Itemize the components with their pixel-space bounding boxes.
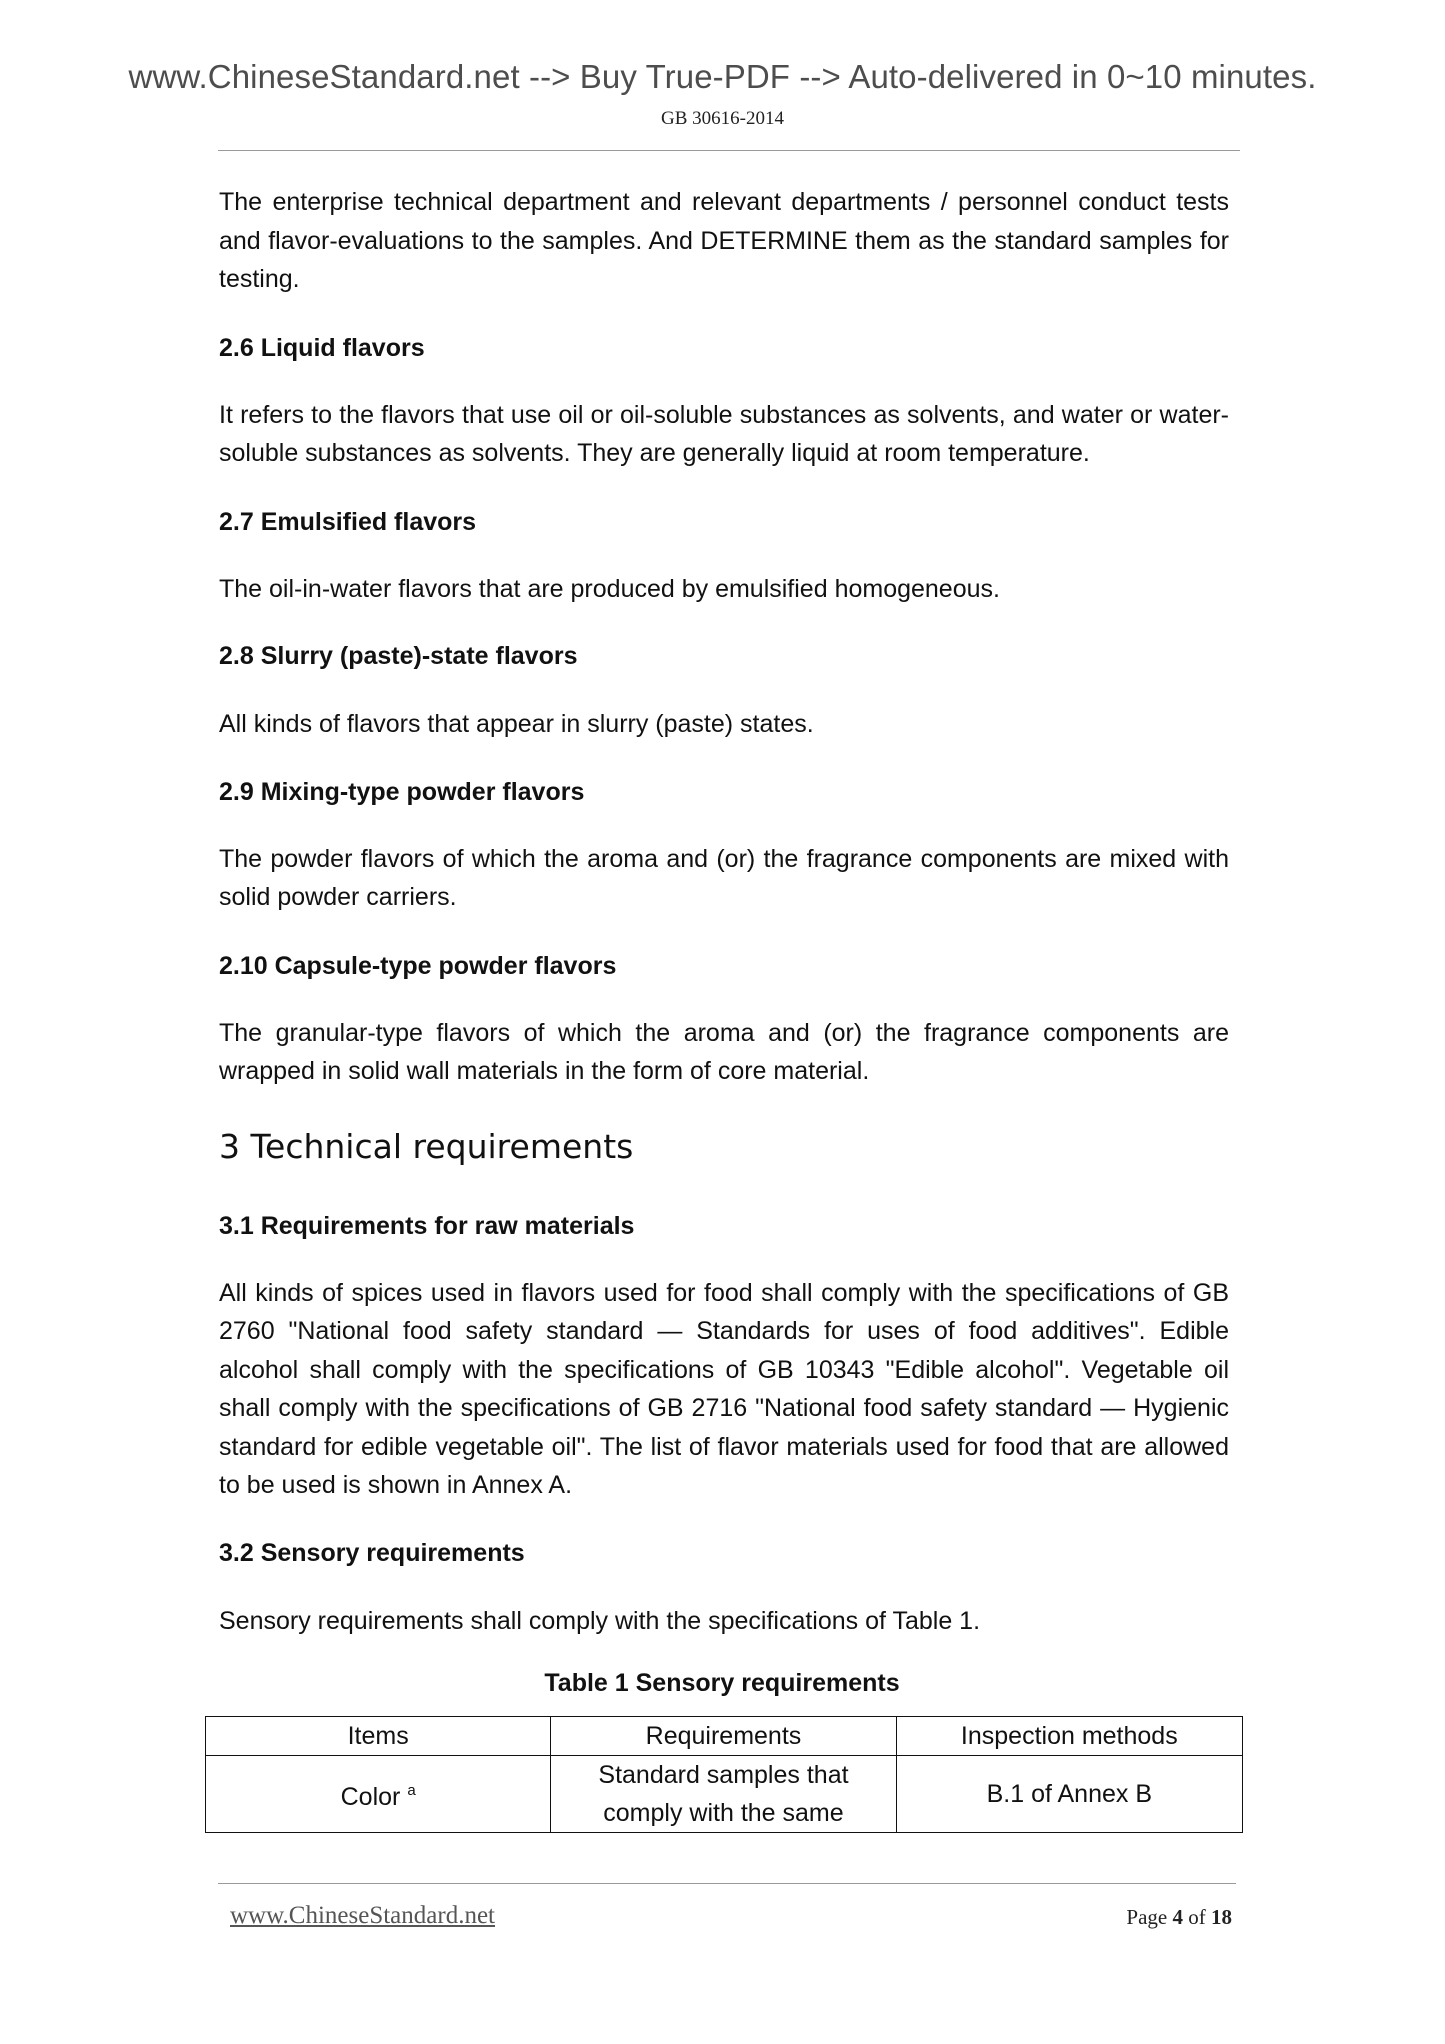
paragraph-2-6: It refers to the flavors that use oil or oil-soluble substances as solvents, and water or water-soluble substances as solvents. They are generally liquid at room temperature. [219,400,1229,467]
column-header-requirements: Requirements [551,1717,896,1756]
page-label: Page [1126,1905,1168,1929]
paragraph-2-8: All kinds of flavors that appear in slurry (paste) states. [219,710,814,738]
page-separator: of [1188,1905,1206,1929]
heading-2-9: 2.9 Mixing-type powder flavors [219,777,585,806]
top-banner[interactable]: www.ChineseStandard.net --> Buy True-PDF --> Auto-delivered in 0~10 minutes. [128,58,1317,95]
page-indicator [1126,1905,1232,1930]
paragraph-2-9: The powder flavors of which the aroma and (or) the fragrance components are mixed with solid powder carriers. [219,844,1229,911]
paragraph-2-7: The oil-in-water flavors that are produced by emulsified homogeneous. [219,574,1000,603]
requirement-line-1: Standard samples that [598,1761,849,1789]
intro-paragraph: The enterprise technical department and relevant departments / personnel conduct tests and flavor-evaluations to the samples. And DETERMINE them as the standard samples for testing. [219,188,1229,293]
column-header-items: Items [206,1717,551,1756]
document-number: GB 30616-2014 [661,108,784,129]
page-content [219,183,1229,1701]
footer-site-link[interactable]: www.ChineseStandard.net [230,1902,495,1929]
page-total: 18 [1211,1905,1232,1929]
paragraph-3-2: Sensory requirements shall comply with the specifications of Table 1. [219,1606,981,1635]
heading-3-1: 3.1 Requirements for raw materials [219,1211,635,1240]
heading-3-2: 3.2 Sensory requirements [219,1538,525,1567]
heading-2-10: 2.10 Capsule-type powder flavors [219,951,617,980]
paragraph-3-1: All kinds of spices used in flavors used for food shall comply with the specifications of GB 2760 "National food safety standard — Standards for uses of food additives". Edible alcohol shall comply with the specifications of GB 10343 "Edible alcohol". Vegetable oil shall comply with the specifications of GB 2716 "National food safety standard — Hygienic standard for edible vegetable oil". The list of flavor materials used for food that are allowed to be used is shown in Annex A. [219,1278,1229,1499]
page-current: 4 [1172,1905,1183,1929]
cell-item [206,1756,551,1833]
sensory-requirements-table [205,1716,1243,1833]
cell-requirement [551,1756,896,1833]
table-header-row [206,1717,1243,1756]
table-row [206,1756,1243,1833]
header-divider [218,150,1240,151]
heading-2-6: 2.6 Liquid flavors [219,333,425,362]
item-name: Color [340,1783,401,1811]
table-caption: Table 1 Sensory requirements [544,1669,900,1697]
heading-2-8: 2.8 Slurry (paste)-state flavors [219,642,578,670]
section-3-heading: 3 Technical requirements [219,1126,634,1166]
cell-inspection-method: B.1 of Annex B [896,1756,1242,1833]
heading-2-7: 2.7 Emulsified flavors [219,507,477,536]
requirement-line-2: comply with the same [603,1799,844,1827]
footnote-marker: a [407,1782,416,1799]
paragraph-2-10: The granular-type flavors of which the aroma and (or) the fragrance components are wrapped in solid wall materials in the form of core material. [219,1018,1229,1085]
column-header-inspection-methods: Inspection methods [896,1717,1242,1756]
footer-divider [218,1883,1236,1884]
